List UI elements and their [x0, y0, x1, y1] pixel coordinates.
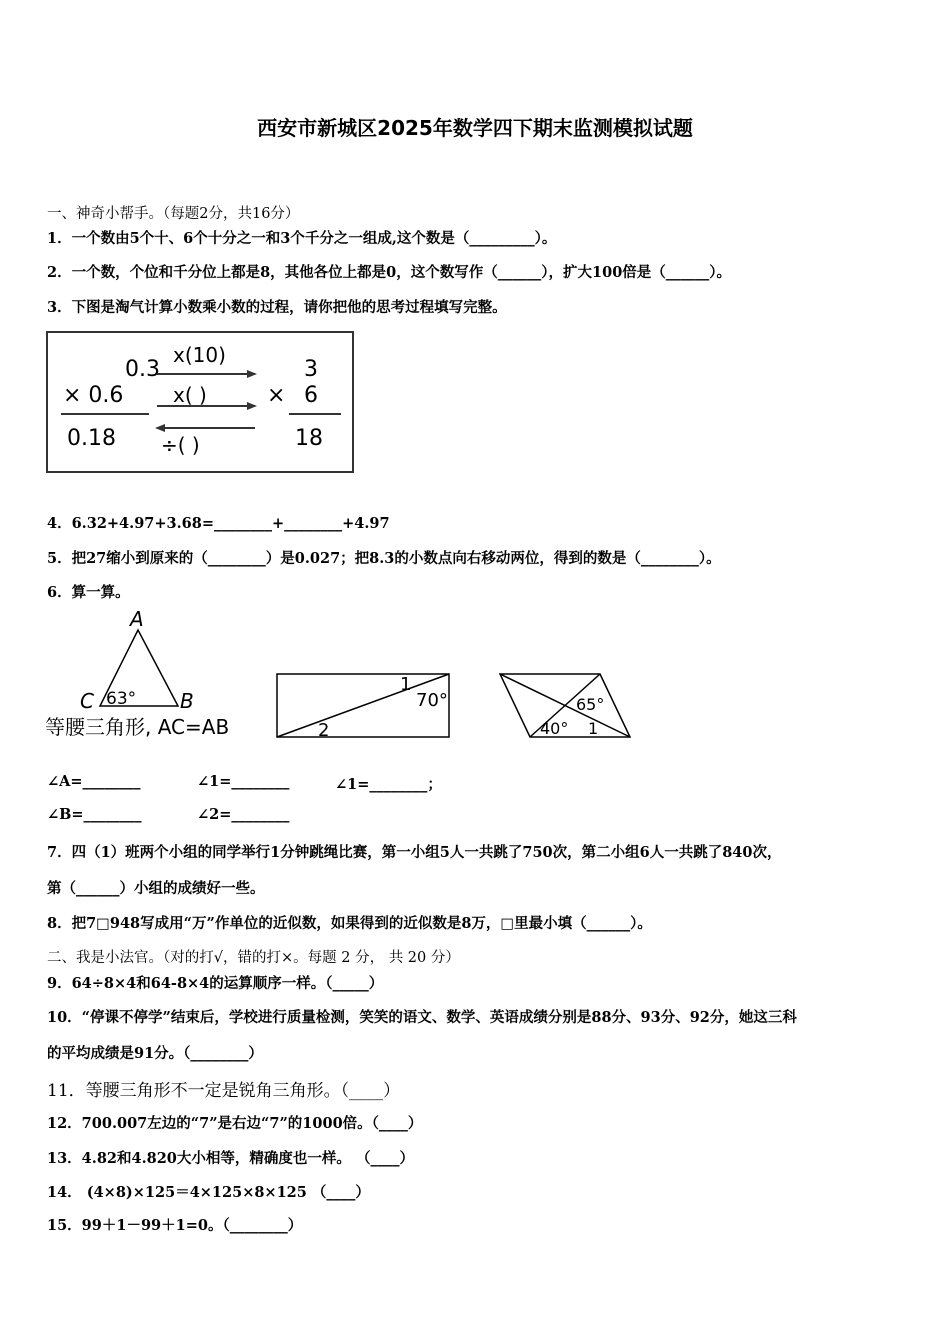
question-10-line2: 的平均成绩是91分。（________） [47, 1045, 263, 1062]
section-1-heading: 一、神奇小帮手。（每题2分，共16分） [47, 206, 300, 222]
question-3: 3．下图是淘气计算小数乘小数的过程，请你把他的思考过程填写完整。 [47, 299, 507, 316]
svg-text:1: 1 [400, 674, 412, 695]
question-4: 4．6.32+4.97+3.68=________+________+4.97 [47, 515, 390, 532]
question-2: 2．一个数，个位和千分位上都是8，其他各位上都是0，这个数写作（______），扩大100倍是（______）。 [47, 264, 732, 281]
angle-figures [40, 606, 640, 746]
answer-angle-1-rect: ∠1=________ [197, 773, 290, 790]
svg-text:63°: 63° [106, 689, 137, 709]
question-6: 6．算一算。 [47, 584, 130, 601]
fig-value-a: 0.3 [125, 357, 160, 382]
fig-value-b: × 0.6 [63, 383, 124, 408]
question-10-line1: 10．“停课不停学”结束后，学校进行质量检测，笑笑的语文、数学、英语成绩分别是88分、93分、92分，她这三科 [47, 1009, 797, 1026]
question-5: 5．把27缩小到原来的（________）是0.027；把8.3的小数点向右移动两位，得到的数是（________）。 [47, 550, 721, 567]
page-title: 西安市新城区2025年数学四下期末监测模拟试题 [257, 116, 693, 140]
question-13: 13．4.82和4.820大小相等，精确度也一样。 （____） [47, 1150, 414, 1167]
question-15: 15．99＋1－99＋1=0。（________） [47, 1217, 303, 1234]
answer-angle-1-para: ∠1=________； [335, 776, 442, 793]
svg-text:65°: 65° [576, 695, 605, 714]
svg-text:1: 1 [588, 719, 599, 738]
answer-angle-2: ∠2=________ [197, 806, 290, 823]
fig-times: × [267, 383, 286, 408]
svg-text:C: C [80, 689, 94, 713]
question-8: 8．把7□948写成用“万”作单位的近似数，如果得到的近似数是8万，□里最小填（______）。 [47, 915, 652, 932]
svg-text:40°: 40° [540, 719, 569, 738]
fig-value-c: 0.18 [67, 426, 116, 451]
section-2-heading: 二、我是小法官。（对的打√，错的打×。每题 2 分， 共 20 分） [47, 950, 460, 966]
question-1: 1．一个数由5个十、6个十分之一和3个千分之一组成,这个数是（_________）。 [47, 230, 557, 247]
svg-text:A: A [130, 607, 144, 631]
fig-value-e: 6 [304, 383, 318, 408]
rectangle-figure [277, 674, 449, 741]
question-7-line1: 7．四（1）班两个小组的同学举行1分钟跳绳比赛，第一小组5人一共跳了750次，第二小组6人一共跳了840次， [47, 844, 782, 861]
question-12: 12．700.007左边的“7”是右边“7”的1000倍。（____） [47, 1115, 423, 1132]
answer-angle-a: ∠A=________ [47, 773, 141, 790]
question-9: 9．64÷8×4和64-8×4的运算顺序一样。（_____） [47, 975, 384, 992]
answer-angle-b: ∠B=________ [47, 806, 142, 823]
question-14: 14． (4×8)×125＝4×125×8×125 （____） [47, 1184, 370, 1201]
arrow-label-1: x(10) [173, 343, 226, 367]
svg-text:2: 2 [318, 720, 330, 741]
fig-value-f: 18 [295, 426, 323, 451]
svg-text:B: B [180, 689, 194, 713]
arrow-label-3: ÷( ) [161, 433, 200, 457]
svg-text:70°: 70° [416, 690, 448, 711]
svg-text:等腰三角形, AC=AB: 等腰三角形, AC=AB [45, 715, 230, 739]
fig-value-d: 3 [304, 357, 318, 382]
isosceles-triangle [45, 607, 229, 739]
question-7-line2: 第（______）小组的成绩好一些。 [47, 880, 265, 897]
arrow-label-2: x( ) [173, 383, 207, 407]
parallelogram-figure [500, 674, 630, 738]
question-11: 11．等腰三角形不一定是锐角三角形。（____） [47, 1081, 401, 1101]
decimal-multiplication-figure [45, 328, 357, 476]
